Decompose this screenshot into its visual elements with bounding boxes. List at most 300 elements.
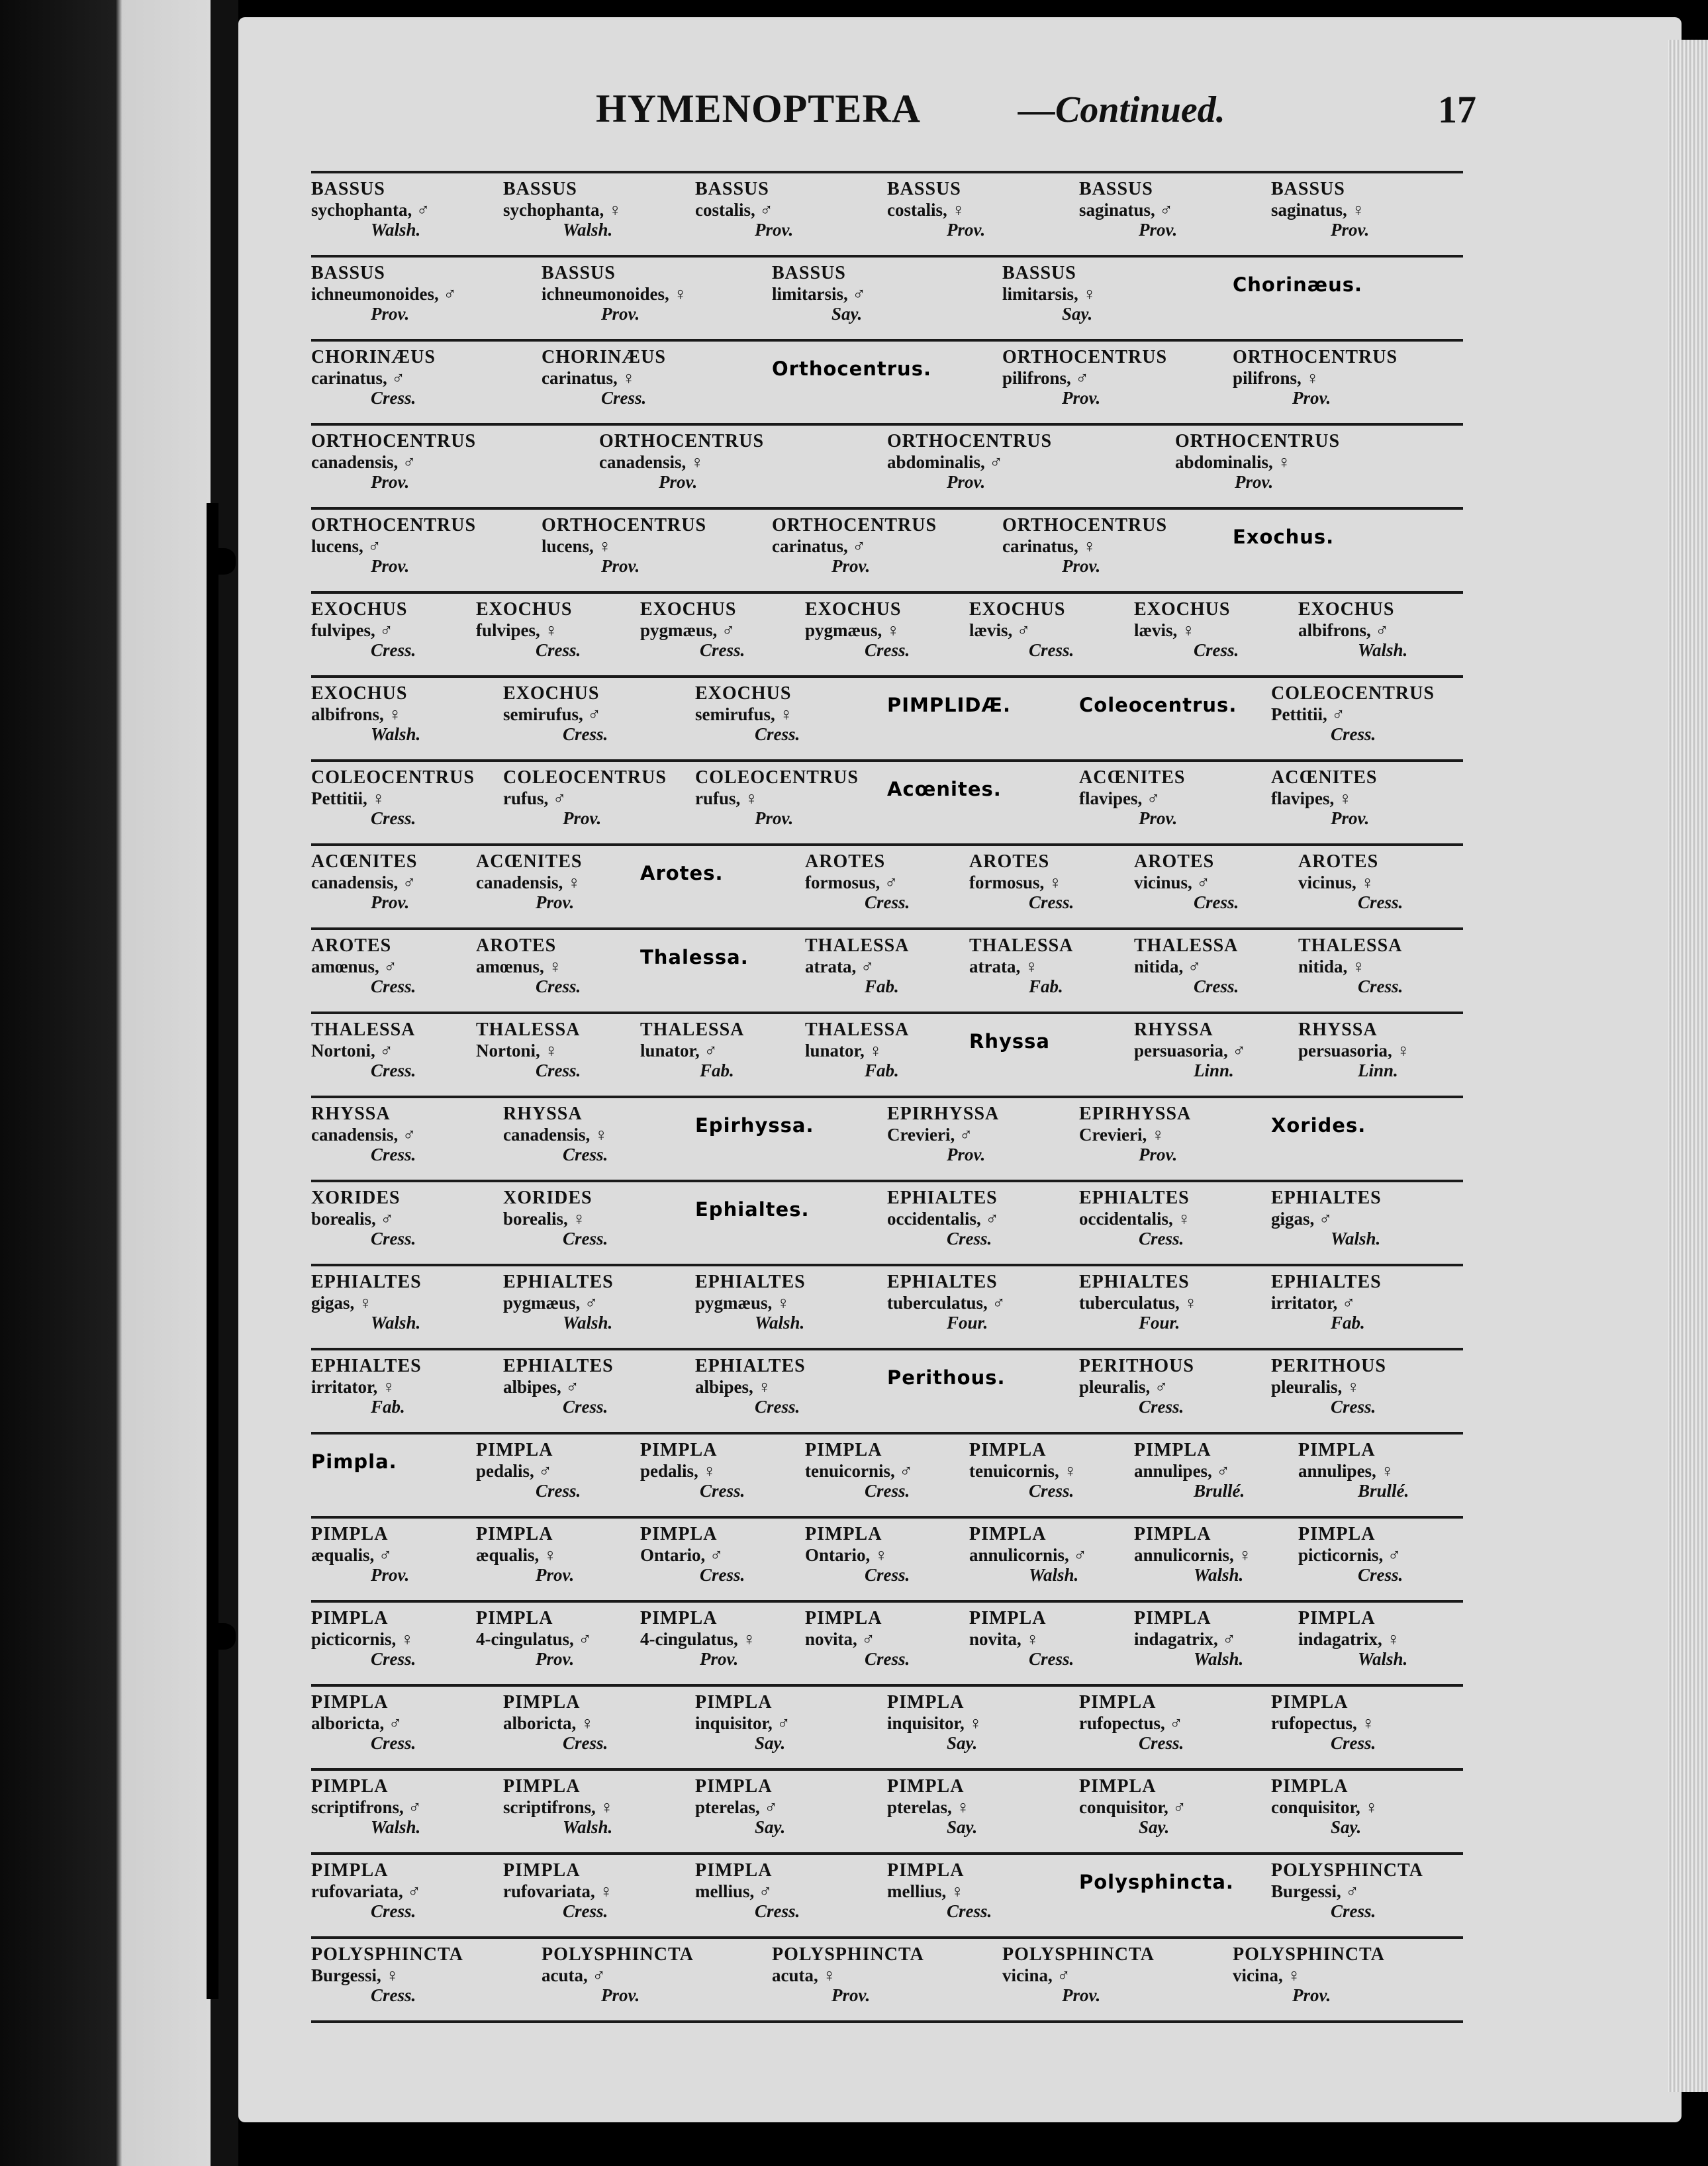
species-entry	[887, 179, 1079, 250]
group-heading: Coleocentrus.	[1079, 694, 1237, 716]
genus-name: ACŒNITES	[476, 851, 583, 872]
species-entry	[1298, 1524, 1490, 1595]
genus-name: PERITHOUS	[1271, 1356, 1386, 1376]
author-name: Walsh.	[1194, 1649, 1244, 1669]
species-entry	[476, 935, 668, 1007]
genus-name: AROTES	[1298, 851, 1379, 872]
species-entry	[1079, 1356, 1271, 1427]
author-name: Cress.	[1331, 1397, 1376, 1417]
author-name: Prov.	[536, 1649, 575, 1669]
author-name: Prov.	[563, 808, 602, 828]
author-name: Cress.	[536, 640, 581, 660]
species-name: saginatus, ♂	[1079, 200, 1173, 220]
species-name: formosus, ♂	[805, 872, 898, 892]
genus-name: ORTHOCENTRUS	[311, 515, 477, 536]
genus-name: RHYSSA	[1134, 1019, 1213, 1040]
species-name: æqualis, ♂	[311, 1545, 393, 1565]
genus-name: PIMPLA	[1298, 1440, 1376, 1460]
list-row	[311, 1432, 1463, 1516]
author-name: Prov.	[831, 556, 871, 576]
genus-name: AROTES	[969, 851, 1050, 872]
genus-name: RHYSSA	[311, 1104, 391, 1124]
species-entry	[1271, 1860, 1463, 1932]
species-name: rufopectus, ♀	[1271, 1713, 1375, 1733]
genus-name: EXOCHUS	[805, 599, 902, 620]
author-name: Cress.	[1358, 892, 1403, 912]
group-heading: Arotes.	[640, 862, 724, 884]
list-row	[311, 1516, 1463, 1600]
species-name: vicinus, ♂	[1134, 872, 1210, 892]
species-entry	[476, 1524, 668, 1595]
genus-name: AROTES	[1134, 851, 1215, 872]
species-name: acuta, ♀	[772, 1965, 836, 1985]
genus-name: THALESSA	[1298, 935, 1403, 956]
author-name: Cress.	[1029, 1481, 1074, 1501]
species-name: ichneumonoides, ♀	[542, 284, 687, 304]
species-name: formosus, ♀	[969, 872, 1063, 892]
species-name: abdominalis, ♀	[1175, 452, 1291, 472]
author-name: Prov.	[755, 220, 794, 240]
genus-name: THALESSA	[805, 1019, 910, 1040]
species-entry	[1079, 1104, 1271, 1175]
genus-name: PIMPLA	[476, 1524, 553, 1544]
species-name: rufopectus, ♂	[1079, 1713, 1183, 1733]
genus-name: PIMPLA	[695, 1692, 773, 1713]
species-name: tuberculatus, ♀	[1079, 1293, 1198, 1313]
author-name: Walsh.	[1358, 1649, 1408, 1669]
species-entry	[1175, 431, 1367, 502]
species-entry	[503, 1692, 695, 1764]
group-heading: Xorides.	[1271, 1114, 1366, 1137]
author-name: Fab.	[700, 1060, 734, 1080]
species-name: costalis, ♀	[887, 200, 965, 220]
genus-name: COLEOCENTRUS	[311, 767, 475, 788]
species-entry	[311, 683, 503, 755]
author-name: Cress.	[755, 1901, 800, 1921]
species-entry	[772, 1944, 964, 2016]
species-name: Nortoni, ♂	[311, 1041, 393, 1060]
author-name: Walsh.	[371, 220, 421, 240]
species-name: annulipes, ♂	[1134, 1461, 1230, 1481]
species-entry	[476, 599, 668, 671]
binding-clip	[207, 548, 236, 575]
list-row	[311, 1096, 1463, 1180]
author-name: Cress.	[1331, 1901, 1376, 1921]
species-entry	[969, 1524, 1161, 1595]
list-row	[311, 1684, 1463, 1768]
species-name: vicina, ♂	[1002, 1965, 1070, 1985]
species-name: Ontario, ♂	[640, 1545, 724, 1565]
species-entry	[503, 1356, 695, 1427]
species-name: vicina, ♀	[1233, 1965, 1301, 1985]
author-name: Cress.	[865, 892, 910, 912]
genus-name: EPHIALTES	[311, 1272, 422, 1292]
group-heading: Perithous.	[887, 1366, 1006, 1389]
author-name: Prov.	[601, 1985, 640, 2005]
species-entry	[1271, 1272, 1463, 1343]
species-entry	[1298, 935, 1490, 1007]
species-name: limitarsis, ♂	[772, 284, 866, 304]
species-name: novita, ♂	[805, 1629, 875, 1649]
author-name: Cress.	[371, 808, 416, 828]
species-entry	[311, 1019, 503, 1091]
list-row	[311, 171, 1463, 255]
genus-name: PIMPLA	[311, 1776, 389, 1797]
genus-name: PIMPLA	[503, 1692, 581, 1713]
author-name: Cress.	[1139, 1229, 1184, 1248]
species-name: semirufus, ♂	[503, 704, 601, 724]
species-entry	[1271, 683, 1463, 755]
species-entry	[311, 1188, 503, 1259]
species-entry	[311, 1860, 503, 1932]
genus-name: PIMPLA	[503, 1776, 581, 1797]
species-entry	[1271, 1692, 1463, 1764]
genus-name: EPIRHYSSA	[887, 1104, 1000, 1124]
genus-name: EXOCHUS	[969, 599, 1066, 620]
species-name: canadensis, ♀	[476, 872, 581, 892]
author-name: Walsh.	[371, 1817, 421, 1837]
species-name: Nortoni, ♀	[476, 1041, 558, 1060]
author-name: Prov.	[601, 304, 640, 324]
genus-name: EPHIALTES	[1079, 1188, 1190, 1208]
species-entry	[695, 1776, 887, 1848]
genus-name: PIMPLA	[311, 1524, 389, 1544]
species-entry	[887, 1860, 1079, 1932]
genus-name: XORIDES	[503, 1188, 593, 1208]
author-name: Four.	[1139, 1313, 1180, 1333]
genus-name: BASSUS	[1271, 179, 1345, 199]
species-name: costalis, ♂	[695, 200, 773, 220]
species-entry	[695, 767, 887, 839]
author-name: Say.	[947, 1817, 978, 1837]
species-entry	[476, 1440, 668, 1511]
species-name: albipes, ♂	[503, 1377, 579, 1397]
author-name: Cress.	[755, 724, 800, 744]
author-name: Cress.	[563, 1733, 608, 1753]
species-name: lævis, ♂	[969, 620, 1031, 640]
genus-name: XORIDES	[311, 1188, 401, 1208]
species-entry	[311, 347, 503, 418]
genus-name: PIMPLA	[695, 1860, 773, 1881]
genus-name: COLEOCENTRUS	[503, 767, 667, 788]
species-name: ichneumonoides, ♂	[311, 284, 457, 304]
genus-name: EXOCHUS	[476, 599, 573, 620]
species-name: æqualis, ♀	[476, 1545, 557, 1565]
genus-name: PERITHOUS	[1079, 1356, 1194, 1376]
species-entry	[969, 851, 1161, 923]
genus-name: COLEOCENTRUS	[695, 767, 859, 788]
species-name: alboricta, ♂	[311, 1713, 403, 1733]
species-entry	[695, 1692, 887, 1764]
genus-name: BASSUS	[1079, 179, 1153, 199]
species-name: pygmæus, ♂	[640, 620, 735, 640]
genus-name: PIMPLA	[887, 1692, 965, 1713]
author-name: Prov.	[371, 556, 410, 576]
author-name: Cress.	[563, 1901, 608, 1921]
species-name: carinatus, ♂	[772, 536, 866, 556]
genus-name: POLYSPHINCTA	[1233, 1944, 1385, 1965]
species-entry	[476, 1019, 668, 1091]
binding-clip	[207, 1623, 236, 1650]
species-entry	[542, 515, 734, 587]
author-name: Fab.	[1029, 976, 1063, 996]
species-name: atrata, ♂	[805, 957, 875, 976]
author-name: Cress.	[371, 640, 416, 660]
species-name: atrata, ♀	[969, 957, 1039, 976]
genus-name: CHORINÆUS	[311, 347, 436, 367]
species-entry	[1079, 1776, 1271, 1848]
author-name: Linn.	[1194, 1060, 1234, 1080]
species-name: rufus, ♀	[695, 788, 759, 808]
genus-name: PIMPLA	[640, 1524, 718, 1544]
species-entry	[1271, 1188, 1463, 1259]
species-entry	[311, 1356, 503, 1427]
group-heading: Epirhyssa.	[695, 1114, 814, 1137]
author-name: Prov.	[1062, 388, 1101, 408]
group-heading: Exochus.	[1233, 526, 1335, 548]
genus-name: ORTHOCENTRUS	[1175, 431, 1341, 451]
author-name: Say.	[755, 1817, 786, 1837]
species-name: tenuicornis, ♂	[805, 1461, 913, 1481]
list-row	[311, 843, 1463, 927]
species-name: 4-cingulatus, ♀	[640, 1629, 756, 1649]
species-entry	[1134, 851, 1326, 923]
species-entry	[887, 1188, 1079, 1259]
species-entry	[805, 1608, 997, 1679]
author-name: Cress.	[1358, 976, 1403, 996]
genus-name: EXOCHUS	[695, 683, 792, 704]
species-name: annulipes, ♀	[1298, 1461, 1394, 1481]
species-name: pterelas, ♂	[695, 1797, 778, 1817]
species-entry	[1134, 1019, 1326, 1091]
genus-name: EXOCHUS	[311, 599, 408, 620]
genus-name: BASSUS	[772, 263, 846, 283]
author-name: Cress.	[563, 724, 608, 744]
species-name: albipes, ♀	[695, 1377, 771, 1397]
species-entry	[887, 431, 1079, 502]
author-name: Prov.	[947, 1145, 986, 1164]
species-name: fulvipes, ♂	[311, 620, 393, 640]
author-name: Walsh.	[563, 1817, 613, 1837]
species-name: lunator, ♂	[640, 1041, 718, 1060]
species-name: pilifrons, ♀	[1233, 368, 1319, 388]
list-row	[311, 423, 1463, 507]
list-row	[311, 1348, 1463, 1432]
genus-name: PIMPLA	[805, 1608, 882, 1628]
species-entry	[311, 1776, 503, 1848]
species-entry	[805, 599, 997, 671]
species-entry	[1298, 851, 1490, 923]
genus-name: POLYSPHINCTA	[772, 1944, 924, 1965]
species-entry	[969, 935, 1161, 1007]
author-name: Prov.	[700, 1649, 739, 1669]
list-row	[311, 339, 1463, 423]
species-entry	[476, 851, 668, 923]
author-name: Cress.	[1029, 892, 1074, 912]
species-entry	[640, 599, 832, 671]
species-name: nitida, ♀	[1298, 957, 1366, 976]
author-name: Walsh.	[371, 1313, 421, 1333]
species-name: lucens, ♀	[542, 536, 612, 556]
species-entry	[1298, 1019, 1490, 1091]
genus-name: ORTHOCENTRUS	[542, 515, 707, 536]
species-entry	[311, 851, 503, 923]
genus-name: EPHIALTES	[887, 1272, 998, 1292]
genus-name: PIMPLA	[1079, 1776, 1157, 1797]
species-name: gigas, ♀	[311, 1293, 373, 1313]
species-entry	[1233, 1944, 1425, 2016]
author-name: Walsh.	[755, 1313, 805, 1333]
list-row	[311, 1768, 1463, 1852]
species-name: saginatus, ♀	[1271, 200, 1365, 220]
list-row	[311, 591, 1463, 675]
list-row	[311, 507, 1463, 591]
species-name: alboricta, ♀	[503, 1713, 594, 1733]
genus-name: ORTHOCENTRUS	[1233, 347, 1398, 367]
genus-name: PIMPLA	[1079, 1692, 1157, 1713]
author-name: Cress.	[865, 640, 910, 660]
species-name: amœnus, ♂	[311, 957, 397, 976]
author-name: Brullé.	[1194, 1481, 1245, 1501]
author-name: Prov.	[1062, 1985, 1101, 2005]
genus-name: POLYSPHINCTA	[311, 1944, 463, 1965]
author-name: Say.	[831, 304, 863, 324]
species-entry	[640, 1524, 832, 1595]
species-name: acuta, ♂	[542, 1965, 606, 1985]
genus-name: PIMPLA	[1271, 1692, 1349, 1713]
genus-name: PIMPLA	[695, 1776, 773, 1797]
genus-name: COLEOCENTRUS	[1271, 683, 1435, 704]
genus-name: PIMPLA	[969, 1608, 1047, 1628]
species-name: canadensis, ♀	[599, 452, 704, 472]
genus-name: EXOCHUS	[1134, 599, 1231, 620]
species-entry	[1134, 1524, 1326, 1595]
species-name: picticornis, ♀	[311, 1629, 414, 1649]
species-entry	[1079, 767, 1271, 839]
genus-name: ORTHOCENTRUS	[887, 431, 1053, 451]
species-name: Burgessi, ♂	[1271, 1881, 1359, 1901]
genus-name: EXOCHUS	[1298, 599, 1395, 620]
author-name: Cress.	[700, 640, 745, 660]
author-name: Say.	[1331, 1817, 1362, 1837]
genus-name: PIMPLA	[1298, 1608, 1376, 1628]
author-name: Walsh.	[371, 724, 421, 744]
species-name: Crevieri, ♀	[1079, 1125, 1165, 1145]
species-name: conquisitor, ♂	[1079, 1797, 1186, 1817]
genus-name: BASSUS	[542, 263, 616, 283]
genus-name: ACŒNITES	[1079, 767, 1186, 788]
species-name: amœnus, ♀	[476, 957, 562, 976]
species-entry	[1271, 1356, 1463, 1427]
list-row	[311, 1852, 1463, 1936]
species-entry	[1002, 347, 1194, 418]
species-entry	[1134, 599, 1326, 671]
genus-name: EPHIALTES	[311, 1356, 422, 1376]
genus-name: EXOCHUS	[503, 683, 600, 704]
species-name: pterelas, ♀	[887, 1797, 970, 1817]
list-row	[311, 759, 1463, 843]
species-entry	[1002, 263, 1194, 334]
species-name: inquisitor, ♂	[695, 1713, 790, 1733]
species-entry	[887, 1692, 1079, 1764]
genus-name: EPHIALTES	[1271, 1188, 1382, 1208]
list-row	[311, 1600, 1463, 1684]
author-name: Cress.	[1331, 1733, 1376, 1753]
species-name: borealis, ♂	[311, 1209, 394, 1229]
species-entry	[1134, 1440, 1326, 1511]
author-name: Cress.	[700, 1565, 745, 1585]
genus-name: BASSUS	[887, 179, 961, 199]
genus-name: RHYSSA	[1298, 1019, 1378, 1040]
genus-name: EPHIALTES	[503, 1356, 614, 1376]
genus-name: PIMPLA	[1134, 1524, 1211, 1544]
author-name: Say.	[947, 1733, 978, 1753]
species-entry	[503, 1776, 695, 1848]
species-entry	[1298, 599, 1490, 671]
species-entry	[805, 851, 997, 923]
author-name: Say.	[1139, 1817, 1170, 1837]
species-name: Pettitii, ♀	[311, 788, 385, 808]
genus-name: ORTHOCENTRUS	[1002, 347, 1168, 367]
author-name: Walsh.	[1029, 1565, 1079, 1585]
author-name: Cress.	[1139, 1733, 1184, 1753]
genus-name: ORTHOCENTRUS	[772, 515, 937, 536]
author-name: Prov.	[831, 1985, 871, 2005]
species-name: sychophanta, ♀	[503, 200, 622, 220]
species-entry	[311, 1944, 503, 2016]
species-name: occidentalis, ♂	[887, 1209, 999, 1229]
author-name: Cress.	[1331, 724, 1376, 744]
species-entry	[1134, 1608, 1326, 1679]
genus-name: PIMPLA	[476, 1440, 553, 1460]
genus-name: EPHIALTES	[1079, 1272, 1190, 1292]
genus-name: EPHIALTES	[695, 1356, 806, 1376]
binding-shadow	[207, 503, 218, 1999]
genus-name: THALESSA	[640, 1019, 745, 1040]
species-name: rufovariata, ♀	[503, 1881, 613, 1901]
species-entry	[695, 1860, 887, 1932]
genus-name: PIMPLA	[311, 1860, 389, 1881]
author-name: Prov.	[371, 472, 410, 492]
species-entry	[1079, 1272, 1271, 1343]
species-list	[311, 171, 1463, 2023]
species-entry	[503, 767, 695, 839]
species-entry	[969, 599, 1161, 671]
species-entry	[311, 767, 503, 839]
species-entry	[311, 935, 503, 1007]
author-name: Fab.	[371, 1397, 405, 1417]
species-entry	[503, 179, 695, 250]
author-name: Prov.	[755, 808, 794, 828]
author-name: Cress.	[1358, 1565, 1403, 1585]
genus-name: PIMPLA	[640, 1608, 718, 1628]
species-name: persuasoria, ♀	[1298, 1041, 1410, 1060]
species-name: novita, ♀	[969, 1629, 1039, 1649]
list-row	[311, 1012, 1463, 1096]
species-name: annulicornis, ♂	[969, 1545, 1087, 1565]
group-heading: Pimpla.	[311, 1450, 397, 1473]
species-entry	[311, 263, 503, 334]
species-name: fulvipes, ♀	[476, 620, 558, 640]
author-name: Cress.	[536, 1481, 581, 1501]
species-name: canadensis, ♂	[311, 1125, 416, 1145]
author-name: Cress.	[371, 1901, 416, 1921]
species-name: lucens, ♂	[311, 536, 381, 556]
species-entry	[311, 1272, 503, 1343]
page-title: HYMENOPTERA	[596, 87, 921, 130]
species-name: irritator, ♂	[1271, 1293, 1356, 1313]
author-name: Cress.	[1139, 1397, 1184, 1417]
